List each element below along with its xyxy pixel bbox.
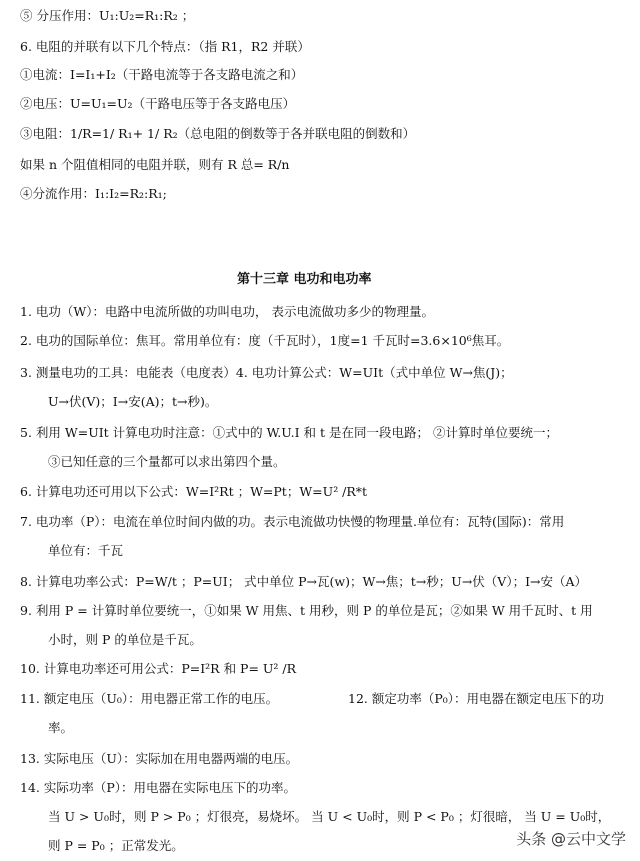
text-line: 3. 测量电功的工具：电能表（电度表）4. 电功计算公式：W=UIt（式中单位 W→焦(J)； (20, 365, 513, 380)
text-line: 小时，则 P 的单位是千瓦。 (48, 632, 202, 647)
text-line: 2. 电功的国际单位：焦耳。常用单位有：度（千瓦时），1度=1 千瓦时=3.6×10⁶焦耳。 (20, 333, 510, 348)
text-line: 5. 利用 W=UIt 计算电功时注意：①式中的 W.U.I 和 t 是在同一段电路； ②计算时单位要统一； (20, 425, 558, 440)
text-line: 9. 利用 P = 计算时单位要统一，①如果 W 用焦、t 用秒，则 P 的单位是瓦；②如果 W 用千瓦时、t 用 (20, 603, 593, 618)
text-line: ①电流：I=I₁+I₂（干路电流等于各支路电流之和） (20, 67, 304, 82)
text-line: ②电压：U=U₁=U₂（干路电压等于各支路电压） (20, 96, 296, 111)
chapter-title: 第十三章 电功和电功率 (237, 272, 372, 287)
text-line: 14. 实际功率（P）：用电器在实际电压下的功率。 (20, 780, 297, 795)
text-line: 单位有：千瓦 (48, 543, 124, 558)
text-line: 11. 额定电压（U₀）：用电器正常工作的电压。 (20, 691, 279, 706)
text-line: 12. 额定功率（P₀）：用电器在额定电压下的功 (348, 691, 605, 706)
text-line: 6. 计算电功还可用以下公式：W=I²Rt ；W=Pt；W=U² /R*t (20, 484, 368, 499)
text-line: ③电阻：1/R=1/ R₁+ 1/ R₂（总电阻的倒数等于各并联电阻的倒数和） (20, 126, 416, 141)
text-line: ④分流作用：I₁:I₂=R₂:R₁; (20, 186, 167, 201)
text-line: 率。 (48, 720, 74, 735)
text-line: 如果 n 个阻值相同的电阻并联，则有 R 总= R/n (20, 157, 290, 172)
text-line: 7. 电功率（P）：电流在单位时间内做的功。表示电流做功快慢的物理量.单位有：瓦特(国际)：常用 (20, 514, 565, 529)
text-line: 8. 计算电功率公式：P=W/t ；P=UI； 式中单位 P→瓦(w)；W→焦；t→秒；U→伏（V）；I→安（A） (20, 574, 588, 589)
text-line: 1. 电功（W）：电路中电流所做的功叫电功， 表示电流做功多少的物理量。 (20, 304, 434, 319)
text-line: ③已知任意的三个量都可以求出第四个量。 (48, 454, 286, 469)
text-line: 6. 电阻的并联有以下几个特点：（指 R1，R2 并联） (20, 39, 310, 54)
watermark: 头条 @云中文学 (516, 830, 626, 848)
text-line: 则 P = P₀ ；正常发光。 (48, 838, 184, 853)
text-line: ⑤ 分压作用：U₁:U₂=R₁:R₂ ； (20, 8, 195, 23)
text-line: 当 U > U₀时，则 P > P₀ ；灯很亮，易烧坏。 当 U < U₀时，则 P < P₀ ；灯很暗， 当 U = U₀时， (48, 809, 611, 824)
text-line: 10. 计算电功率还可用公式：P=I²R 和 P= U² /R (20, 661, 297, 676)
text-line: 13. 实际电压（U）：实际加在用电器两端的电压。 (20, 751, 299, 766)
text-line: U→伏(V)；I→安(A)；t→秒)。 (48, 394, 218, 409)
